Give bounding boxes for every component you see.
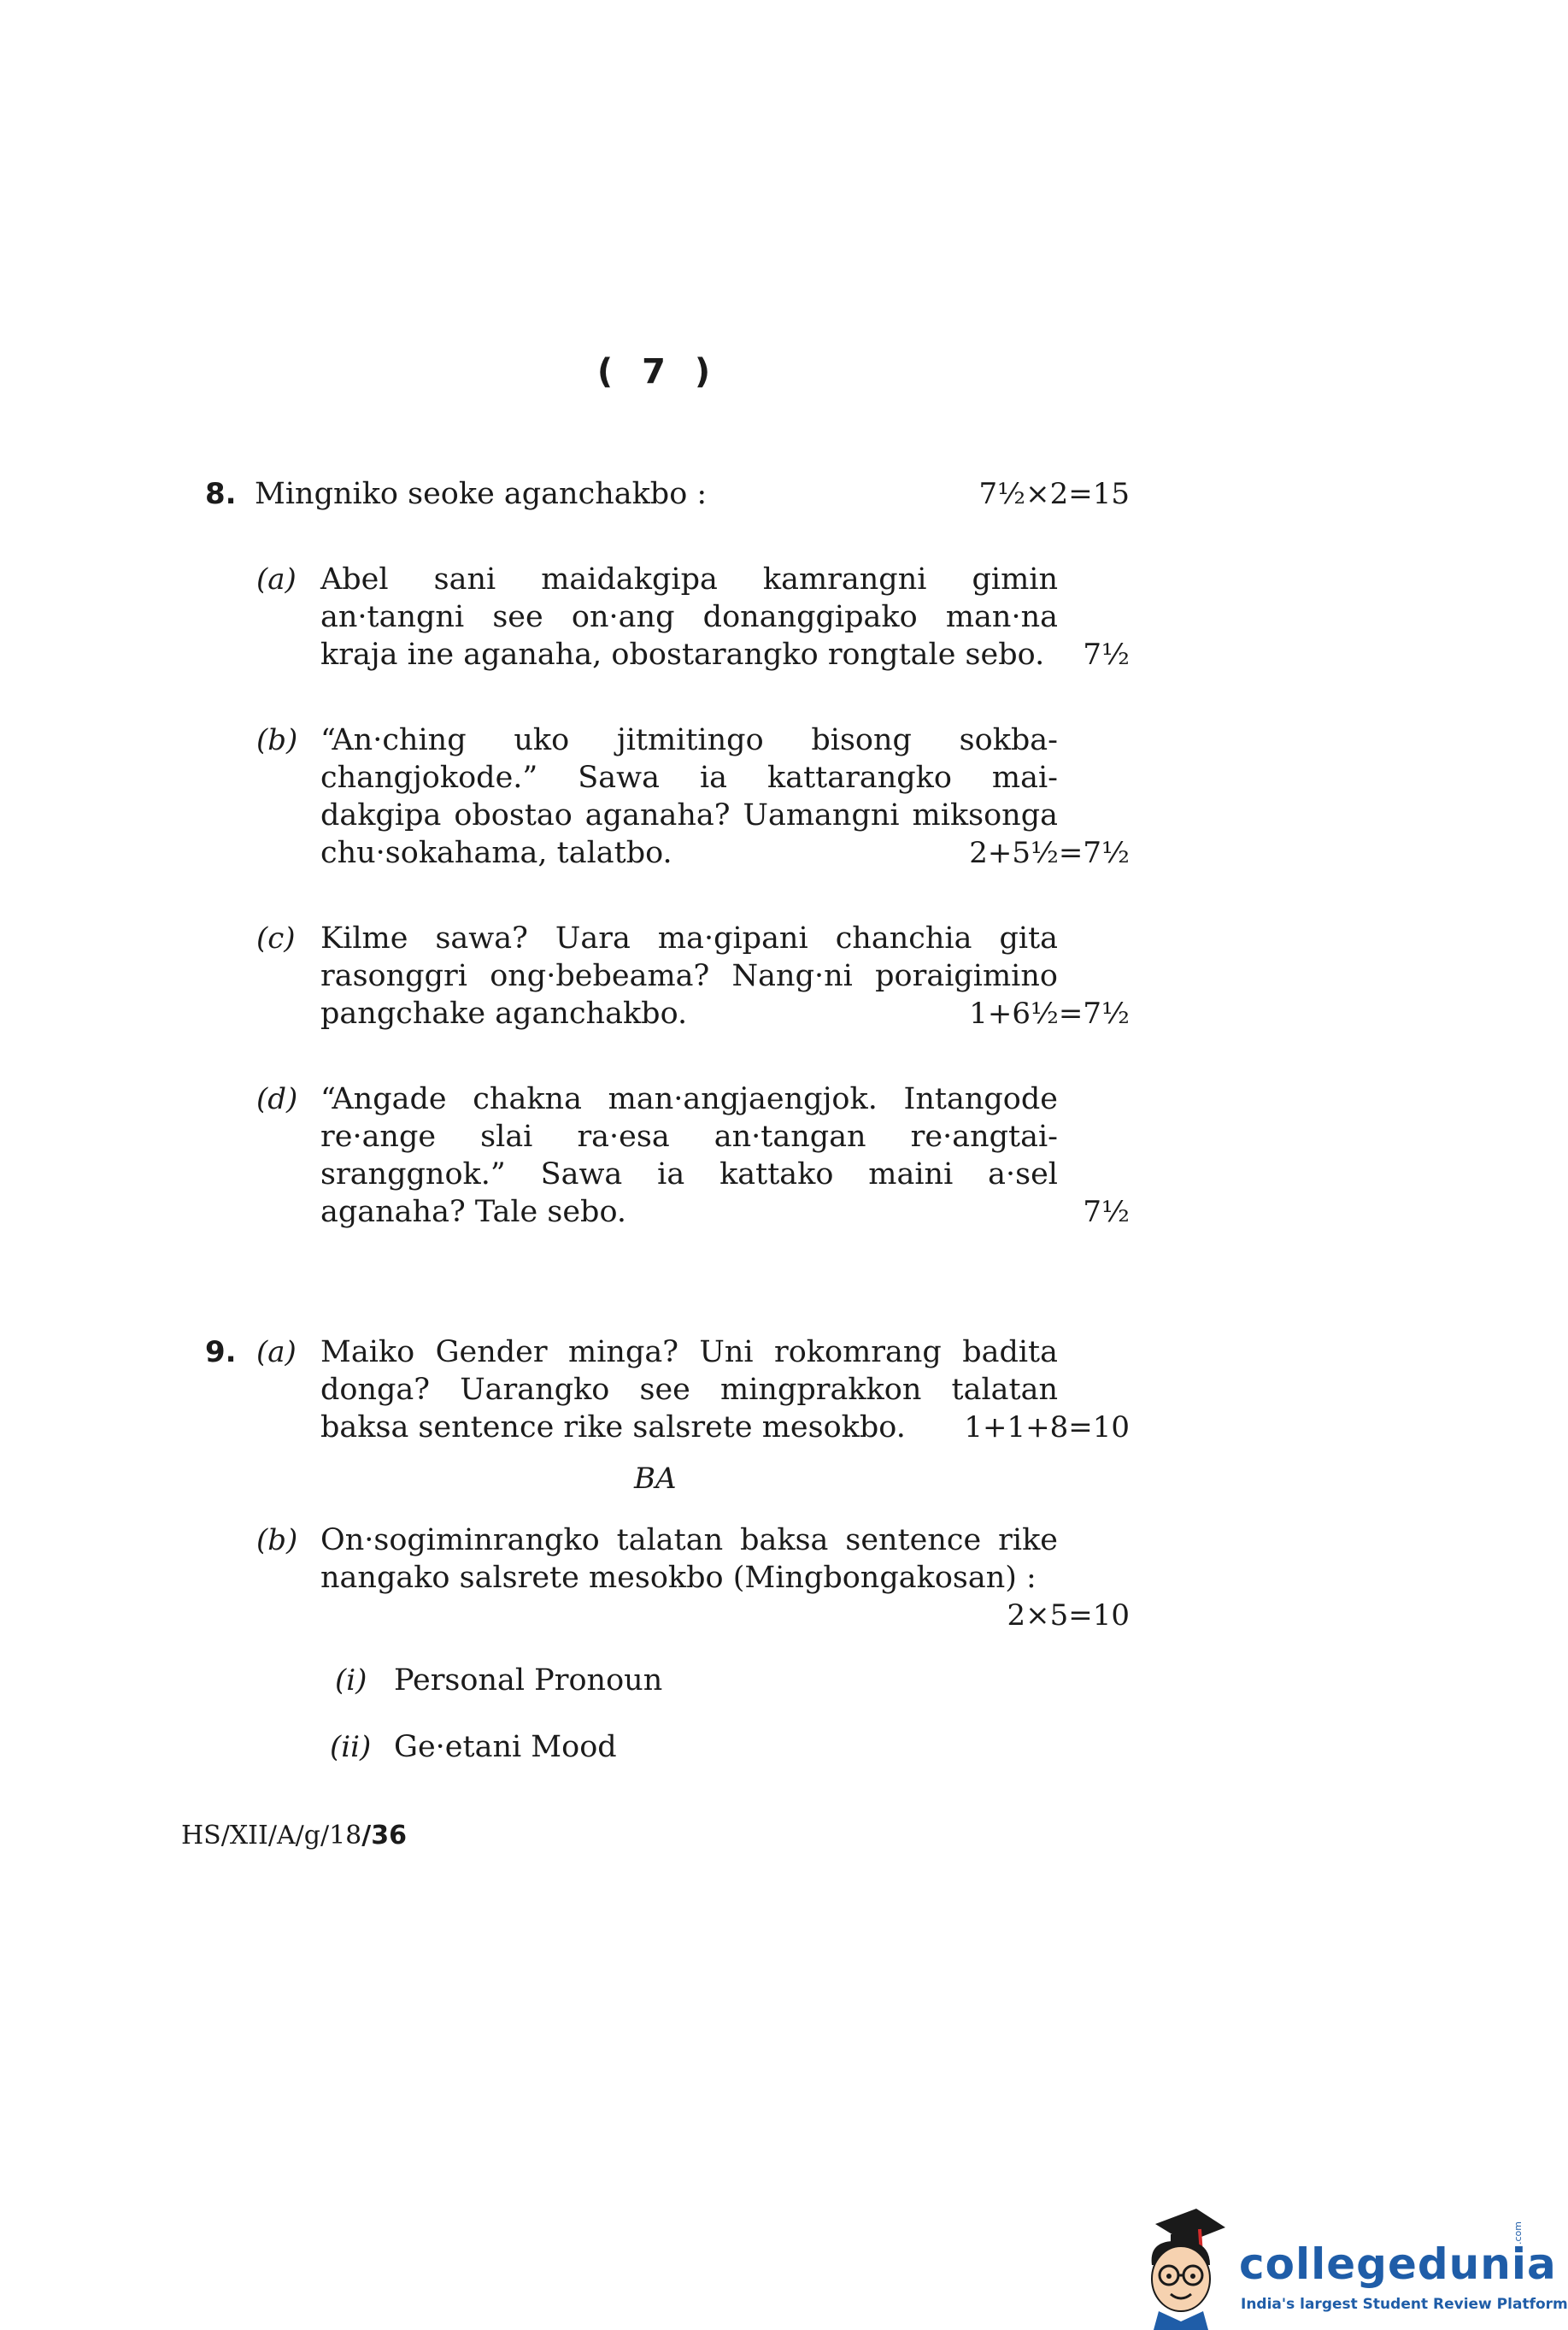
question-8a-marks: 7½ — [1083, 638, 1130, 672]
question-8c-line-1: Kilme sawa? Uara ma·gipani chanchia gita — [320, 921, 1058, 956]
question-9a-line-1: Maiko Gender minga? Uni rokomrang badita — [320, 1335, 1058, 1369]
question-9b-line-2: nangako salsrete mesokbo (Mingbongakosan) : — [320, 1561, 1037, 1595]
question-9-number: 9. — [205, 1335, 237, 1369]
question-9b-item-i-text: Personal Pronoun — [394, 1663, 663, 1697]
question-8c-line-3: pangchake aganchakbo. — [320, 997, 688, 1031]
page-number: ( 7 ) — [596, 352, 719, 391]
question-8d-marks: 7½ — [1083, 1195, 1130, 1229]
question-8d-line-3: sranggnok.” Sawa ia kattako maini a·sel — [320, 1157, 1058, 1191]
brand-tagline: India's largest Student Review Platform — [1241, 2296, 1568, 2313]
question-9b-line-1: On·sogiminrangko talatan baksa sentence rike — [320, 1523, 1058, 1557]
question-8a-label: (a) — [256, 562, 297, 597]
question-8c-label: (c) — [256, 921, 296, 956]
question-9a-line-2: donga? Uarangko see mingprakkon talatan — [320, 1373, 1058, 1407]
student-mascot-icon — [1136, 2205, 1232, 2330]
question-8b-line-3: dakgipa obostao aganaha? Uamangni miksonga — [320, 798, 1058, 833]
question-9b-marks: 2×5=10 — [1007, 1598, 1130, 1633]
question-8-marks: 7½×2=15 — [978, 477, 1130, 511]
question-8d-line-1: “Angade chakna man·angjaengjok. Intangode — [320, 1082, 1058, 1116]
question-8a-line-2: an·tangni see on·ang donanggipako man·na — [320, 600, 1058, 634]
question-8d-label: (d) — [256, 1082, 298, 1116]
question-8a-line-1: Abel sani maidakgipa kamrangni gimin — [320, 562, 1058, 597]
question-8c-marks: 1+6½=7½ — [969, 997, 1130, 1031]
question-9a-label: (a) — [256, 1335, 297, 1369]
ba-note: BA — [634, 1462, 677, 1496]
question-8b-marks: 2+5½=7½ — [969, 836, 1130, 870]
question-8-stem: Mingniko seoke aganchakbo : — [255, 477, 708, 511]
question-9b-item-ii-label: (ii) — [330, 1730, 372, 1764]
question-8b-line-2: changjokode.” Sawa ia kattarangko mai- — [320, 761, 1058, 795]
paper-code-suffix: /36 — [361, 1821, 407, 1850]
question-8d-line-2: re·ange slai ra·esa an·tangan re·angtai- — [320, 1120, 1058, 1154]
question-9a-line-3: baksa sentence rike salsrete mesokbo. — [320, 1410, 906, 1444]
question-8-number: 8. — [205, 477, 237, 511]
question-8b-label: (b) — [256, 723, 298, 757]
question-8a-line-3: kraja ine aganaha, obostarangko rongtale sebo. — [320, 638, 1045, 672]
question-9b-item-ii-text: Ge·etani Mood — [394, 1730, 617, 1764]
paper-code — [181, 1819, 407, 1853]
question-9b-item-i-label: (i) — [335, 1663, 367, 1697]
question-9b-label: (b) — [256, 1523, 298, 1557]
question-8c-line-2: rasonggri ong·bebeama? Nang·ni poraigimino — [320, 959, 1058, 993]
question-8d-line-4: aganaha? Tale sebo. — [320, 1195, 627, 1229]
paper-code-prefix: HS/XII/A/g/18 — [181, 1821, 362, 1850]
question-8b-line-4: chu·sokahama, talatbo. — [320, 836, 672, 870]
brand-name: collegedunia — [1239, 2239, 1557, 2289]
question-8b-line-1: “An·ching uko jitmitingo bisong sokba- — [320, 723, 1058, 757]
brand-domain: .com — [1512, 2221, 1524, 2245]
question-9a-marks: 1+1+8=10 — [964, 1410, 1130, 1444]
collegedunia-watermark — [1136, 2205, 1568, 2330]
